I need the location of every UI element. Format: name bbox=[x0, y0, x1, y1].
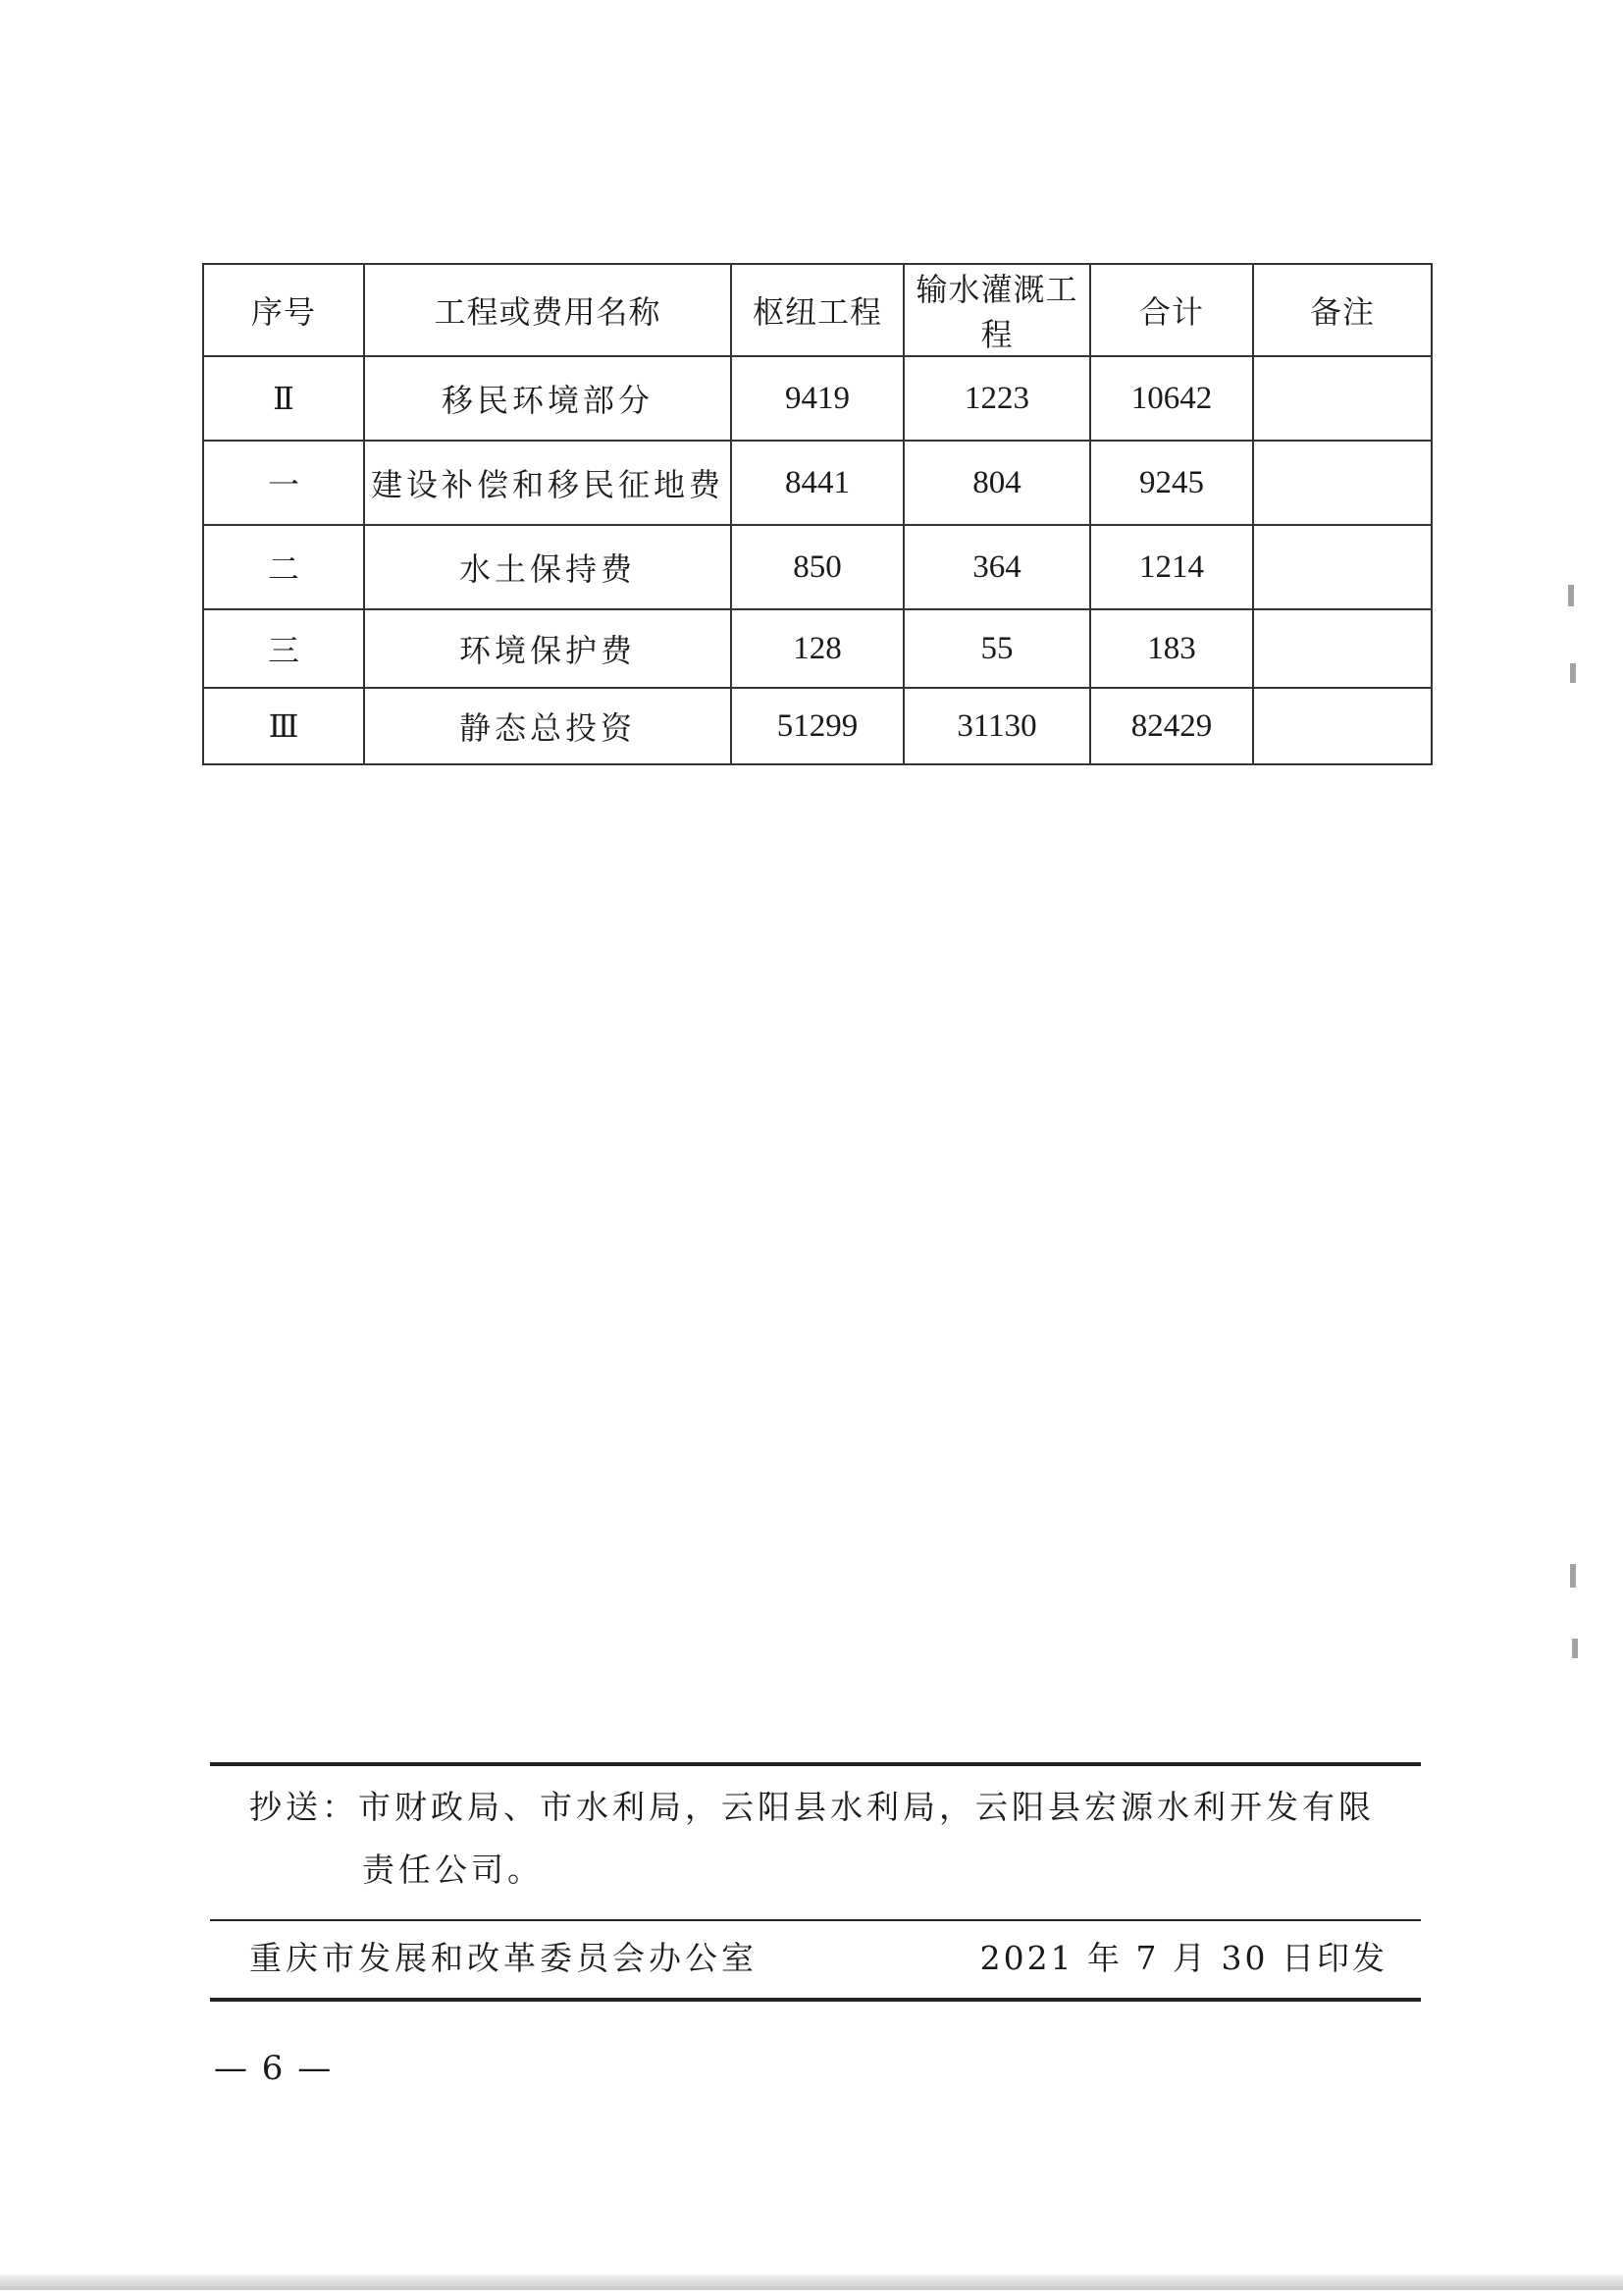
scan-artifact-mark bbox=[1570, 663, 1576, 683]
cell-hub: 128 bbox=[731, 609, 904, 688]
cell-irrigation: 55 bbox=[904, 609, 1090, 688]
table-row bbox=[203, 609, 1432, 688]
footer-top-rule bbox=[210, 1762, 1421, 1766]
cell-irrigation: 364 bbox=[904, 525, 1090, 609]
footer-middle-rule bbox=[210, 1919, 1421, 1921]
scan-artifact-mark bbox=[1572, 1639, 1578, 1658]
cell-name: 静态总投资 bbox=[364, 688, 731, 764]
cell-total: 10642 bbox=[1090, 356, 1253, 441]
cc-distribution-list bbox=[249, 1776, 1417, 1902]
cell-hub: 51299 bbox=[731, 688, 904, 764]
cell-irrigation: 804 bbox=[904, 441, 1090, 525]
cell-name: 环境保护费 bbox=[364, 609, 731, 688]
cell-no: 二 bbox=[203, 525, 364, 609]
cc-line-1: 抄送：市财政局、市水利局，云阳县水利局，云阳县宏源水利开发有限 bbox=[249, 1788, 1375, 1826]
cell-name: 水土保持费 bbox=[364, 525, 731, 609]
cell-total: 1214 bbox=[1090, 525, 1253, 609]
scan-artifact-mark bbox=[1570, 1564, 1576, 1588]
cell-total: 9245 bbox=[1090, 441, 1253, 525]
col-header-hub: 枢纽工程 bbox=[731, 264, 904, 356]
budget-table bbox=[202, 263, 1433, 765]
table-row bbox=[203, 356, 1432, 441]
cell-name: 移民环境部分 bbox=[364, 356, 731, 441]
table-row bbox=[203, 441, 1432, 525]
issue-date: 2021 年 7 月 30 日印发 bbox=[979, 1939, 1387, 1977]
cell-remark bbox=[1253, 441, 1432, 525]
cell-remark bbox=[1253, 688, 1432, 764]
cell-no: Ⅲ bbox=[203, 688, 364, 764]
cell-remark bbox=[1253, 609, 1432, 688]
cell-irrigation: 1223 bbox=[904, 356, 1090, 441]
cell-remark bbox=[1253, 525, 1432, 609]
col-header-no: 序号 bbox=[203, 264, 364, 356]
col-header-irrigation: 输水灌溉工程 bbox=[904, 264, 1090, 356]
col-header-remark: 备注 bbox=[1253, 264, 1432, 356]
cell-remark bbox=[1253, 356, 1432, 441]
cell-no: Ⅱ bbox=[203, 356, 364, 441]
cell-irrigation: 31130 bbox=[904, 688, 1090, 764]
cell-total: 82429 bbox=[1090, 688, 1253, 764]
cell-hub: 8441 bbox=[731, 441, 904, 525]
cell-name: 建设补偿和移民征地费 bbox=[364, 441, 731, 525]
page-number: — 6 — bbox=[214, 2049, 334, 2088]
scan-bottom-edge bbox=[0, 2274, 1623, 2290]
cell-no: 三 bbox=[203, 609, 364, 688]
footer-bottom-rule bbox=[210, 1998, 1421, 2002]
table-header-row bbox=[203, 264, 1432, 356]
col-header-name: 工程或费用名称 bbox=[364, 264, 731, 356]
table-row bbox=[203, 688, 1432, 764]
cell-hub: 850 bbox=[731, 525, 904, 609]
col-header-total: 合计 bbox=[1090, 264, 1253, 356]
cell-no: 一 bbox=[203, 441, 364, 525]
issuing-office: 重庆市发展和改革委员会办公室 bbox=[249, 1939, 758, 1977]
scan-artifact-mark bbox=[1568, 585, 1574, 606]
cell-total: 183 bbox=[1090, 609, 1253, 688]
cc-line-2: 责任公司。 bbox=[362, 1851, 544, 1889]
table-row bbox=[203, 525, 1432, 609]
cell-hub: 9419 bbox=[731, 356, 904, 441]
